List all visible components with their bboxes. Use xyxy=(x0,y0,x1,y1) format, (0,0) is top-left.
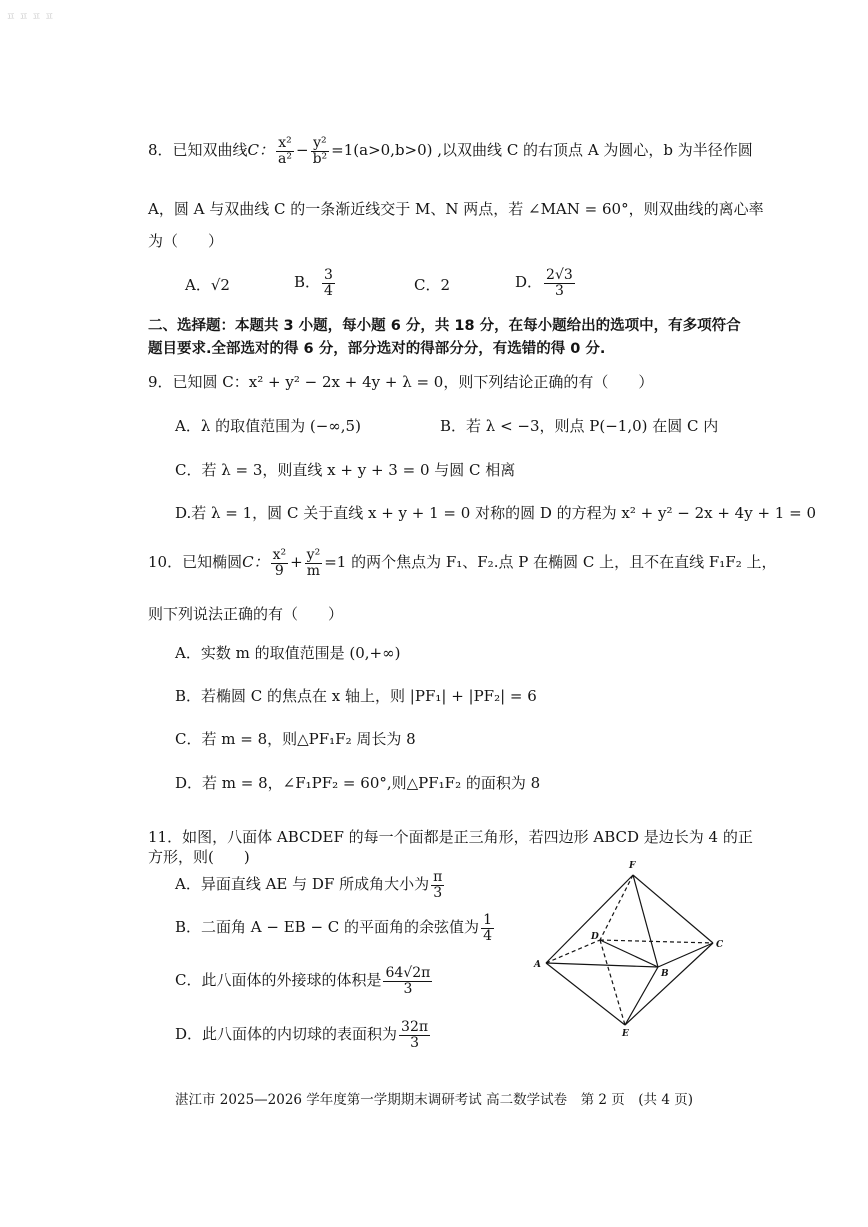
edge-FD xyxy=(600,875,633,940)
vertex-label-a: A xyxy=(534,960,541,970)
q8-option-d: D． $\frac{2√3}{3}$ xyxy=(515,267,573,299)
q9-stem: 9．已知圆 C：x² + y² − 2x + 4y + λ = 0，则下列结论正确的有（ ） xyxy=(148,373,654,391)
q8-fraction-x: $\frac{\text{x²}}{\text{a²}}$ xyxy=(278,135,292,167)
edge-FC xyxy=(633,875,713,943)
section2-heading-line1: 二、选择题：本题共 3 小题，每小题 6 分，共 18 分，在每小题给出的选项中，有多项符合 xyxy=(148,318,741,334)
q11-option-c: C．此八面体的外接球的体积是 $\frac{64√2\pi}{3}$ xyxy=(175,965,431,997)
edge-DE xyxy=(600,940,625,1025)
scan-corner-mark: ㅍ ㅍ ㅍ ㅍ xyxy=(6,12,55,23)
edge-AB xyxy=(546,963,658,967)
q8-option-c: C．2 xyxy=(414,276,451,294)
page-footer: 湛江市 2025—2026 学年度第一学期期末调研考试 高二数学试卷 第 2 页 (共 4 页) xyxy=(175,1092,693,1108)
q8-option-a: A．√2 xyxy=(185,276,230,294)
q8-stem-line3: 为（ ） xyxy=(148,232,224,250)
edge-FB xyxy=(633,875,658,967)
edge-BE xyxy=(625,967,658,1025)
edge-AE xyxy=(546,963,625,1025)
q10-option-c: C．若 m = 8，则△PF₁F₂ 周长为 8 xyxy=(175,730,416,748)
q10-stem-line2: 则下列说法正确的有（ ） xyxy=(148,605,344,623)
q8-stem-line1: 8．已知双曲线C： $\frac{\text{x²}}{\text{a²}}$ − $\frac{\text{y²}}{\text{b²}}$ =1(a>0,b>0) ,以双曲线 C 的右顶点 A 为圆心，b 为半径作圆 xyxy=(148,135,753,167)
edge-DB xyxy=(600,940,658,967)
q11-option-b: B．二面角 A − EB − C 的平面角的余弦值为 $\frac{1}{4}$ xyxy=(175,912,492,944)
edge-CE xyxy=(625,943,713,1025)
edge-AD xyxy=(546,940,600,963)
q9-option-b: B．若 λ < −3，则点 P(−1,0) 在圆 C 内 xyxy=(440,417,719,435)
edge-BC xyxy=(658,943,713,967)
edge-DC xyxy=(600,940,713,943)
q10-option-a: A．实数 m 的取值范围是 (0,+∞) xyxy=(175,644,401,662)
vertex-label-d: D xyxy=(591,932,599,942)
q9-option-d: D.若 λ = 1，圆 C 关于直线 x + y + 1 = 0 对称的圆 D 的方程为 x² + y² − 2x + 4y + 1 = 0 xyxy=(175,504,816,522)
vertex-label-b: B xyxy=(661,969,669,979)
vertex-label-f: F xyxy=(629,861,636,871)
q10-option-d: D．若 m = 8，∠F₁PF₂ = 60°,则△PF₁F₂ 的面积为 8 xyxy=(175,774,541,792)
q9-option-c: C．若 λ = 3，则直线 x + y + 3 = 0 与圆 C 相离 xyxy=(175,461,516,479)
q10-option-b: B．若椭圆 C 的焦点在 x 轴上，则 |PF₁| + |PF₂| = 6 xyxy=(175,687,537,705)
q9-option-a: A．λ 的取值范围为 (−∞,5) xyxy=(175,417,361,435)
vertex-label-c: C xyxy=(716,940,724,950)
q10-stem-line1: 10．已知椭圆C： $\frac{\text{x²}}{9}$ + $\frac{\text{y²}}{m}$ =1 的两个焦点为 F₁、F₂.点 P 在椭圆 C 上，且不在直线 F₁F₂ 上， xyxy=(148,547,777,579)
q11-stem-line1: 11．如图，八面体 ABCDEF 的每一个面都是正三角形，若四边形 ABCD 是边长为 4 的正 xyxy=(148,828,753,846)
q8-option-b: B． $\frac{3}{4}$ xyxy=(294,267,333,299)
section2-heading-line2: 题目要求.全部选对的得 6 分，部分选对的得部分分，有选错的得 0 分. xyxy=(148,341,606,357)
q11-option-a: A．异面直线 AE 与 DF 所成角大小为 $\frac{\pi}{3}$ xyxy=(175,869,443,901)
octahedron-figure xyxy=(528,855,738,1040)
vertex-label-e: E xyxy=(622,1029,629,1039)
q11-stem-line2: 方形，则( ) xyxy=(148,848,250,866)
q8-fraction-y: $\frac{\text{y²}}{\text{b²}}$ xyxy=(312,135,328,167)
q8-stem-line2: A，圆 A 与双曲线 C 的一条渐近线交于 M、N 两点，若 ∠MAN = 60°，则双曲线的离心率 xyxy=(148,200,764,218)
q11-option-d: D．此八面体的内切球的表面积为 $\frac{32\pi}{3}$ xyxy=(175,1019,429,1051)
